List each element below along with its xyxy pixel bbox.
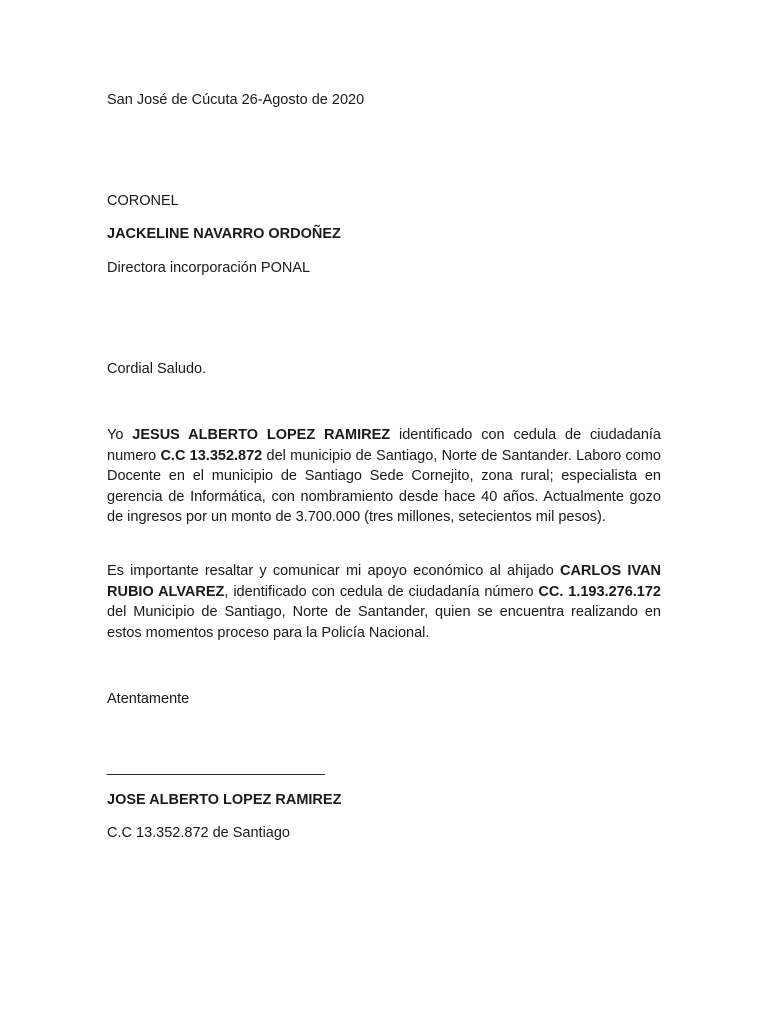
place-date: San José de Cúcuta 26-Agosto de 2020 xyxy=(107,92,365,108)
recipient-position: Directora incorporación PONAL xyxy=(107,260,311,276)
p1-person-name: JESUS ALBERTO LOPEZ RAMIREZ xyxy=(132,427,391,443)
body-paragraph-2 xyxy=(107,561,661,643)
signature-line: ___________________________ xyxy=(107,760,325,776)
greeting: Cordial Saludo. xyxy=(107,361,207,377)
p1-after-name: identificado con cedula de ciudadanía numero xyxy=(107,427,661,464)
signer-id: C.C 13.352.872 de Santiago xyxy=(107,825,290,841)
recipient-name: JACKELINE NAVARRO ORDOÑEZ xyxy=(107,226,341,242)
body-paragraph-1 xyxy=(107,425,661,528)
signer-name: JOSE ALBERTO LOPEZ RAMIREZ xyxy=(107,792,342,808)
p2-godson-name: CARLOS IVAN RUBIO ALVAREZ xyxy=(107,563,661,600)
p1-rest: del municipio de Santiago, Norte de Santander. Laboro como Docente en el municipio de Santiago Sede Cornejito, zona rural; especialista en gerencia de Informática, con nombramiento desde hace 40 años. Actualmente gozo de ingresos por un monto de 3.700.000 (tres millones, setecientos mil pesos). xyxy=(107,447,661,526)
closing: Atentamente xyxy=(107,691,190,707)
p1-id-number: C.C 13.352.872 xyxy=(160,447,263,464)
p1-intro: Yo xyxy=(107,427,133,443)
recipient-rank: CORONEL xyxy=(107,193,179,209)
p2-id-number: CC. 1.193.276.172 xyxy=(538,583,662,600)
p2-after-name: , identificado con cedula de ciudadanía número xyxy=(224,583,539,600)
p2-rest: del Municipio de Santiago, Norte de Santander, quien se encuentra realizando en estos momentos proceso para la Policía Nacional. xyxy=(107,604,661,641)
p2-intro: Es importante resaltar y comunicar mi apoyo económico al ahijado xyxy=(107,563,560,579)
